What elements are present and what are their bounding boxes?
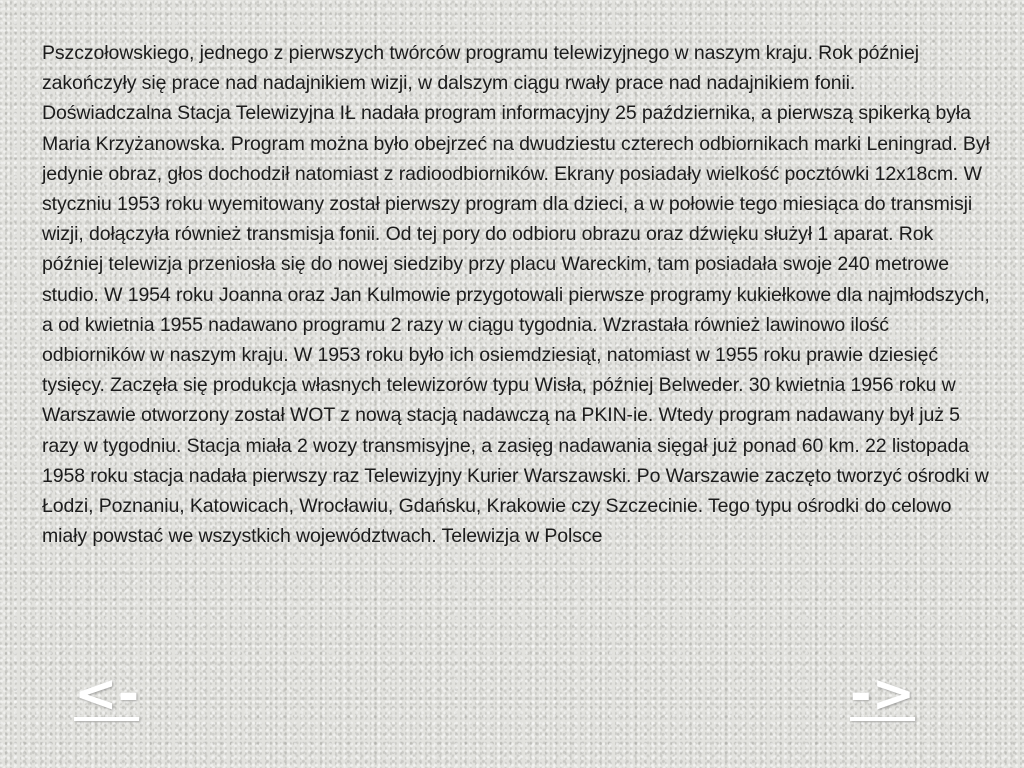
slide-body-text: Pszczołowskiego, jednego z pierwszych twórców programu telewizyjnego w naszym kraju. Rok później zakończyły się prace nad nadajnikiem wizji, w dalszym ciągu rwały prace nad nadajnikiem fonii. Doświadczalna Stacja Telewizyjna IŁ nadała program informacyjny 25 października, a pierwszą spikerką była Maria Krzyżanowska. Program można było obejrzeć na dwudziestu czterech odbiornikach marki Leningrad. Był jedynie obraz, głos dochodził natomiast z radioodbiorników. Ekrany posiadały wielkość pocztówki 12x18cm. W styczniu 1953 roku wyemitowany został pierwszy program dla dzieci, a w połowie tego miesiąca do transmisji wizji, dołączyła również transmisja fonii. Od tej pory do odbioru obrazu oraz dźwięku służył 1 aparat. Rok później telewizja przeniosła się do nowej siedziby przy placu Wareckim, tam posiadała swoje 240 metrowe studio. W 1954 roku Joanna oraz Jan Kulmowie przygotowali pierwsze programy kukiełkowe dla najmłodszych, a od kwietnia 1955 nadawano programu 2 razy w ciągu tygodnia. Wzrastała również lawinowo ilość odbiorników w naszym kraju. W 1953 roku było ich osiemdziesiąt, natomiast w 1955 roku prawie dziesięć tysięcy. Zaczęła się produkcja własnych telewizorów typu Wisła, później Belweder. 30 kwietnia 1956 roku w Warszawie otworzony został WOT z nową stacją nadawczą na PKIN-ie. Wtedy program nadawany był już 5 razy w tygodniu. Stacja miała 2 wozy transmisyjne, a zasięg nadawania sięgał już ponad 60 km. 22 listopada 1958 roku stacja nadała pierwszy raz Telewizyjny Kurier Warszawski. Po Warszawie zaczęto tworzyć ośrodki w Łodzi, Poznaniu, Katowicach, Wrocławiu, Gdańsku, Krakowie czy Szczecinie. Tego typu ośrodki do celowo miały powstać we wszystkich województwach. Telewizja w Polsce: [42, 42, 990, 548]
next-slide-link[interactable]: ->: [850, 664, 916, 724]
previous-slide-link[interactable]: <-: [74, 664, 140, 724]
